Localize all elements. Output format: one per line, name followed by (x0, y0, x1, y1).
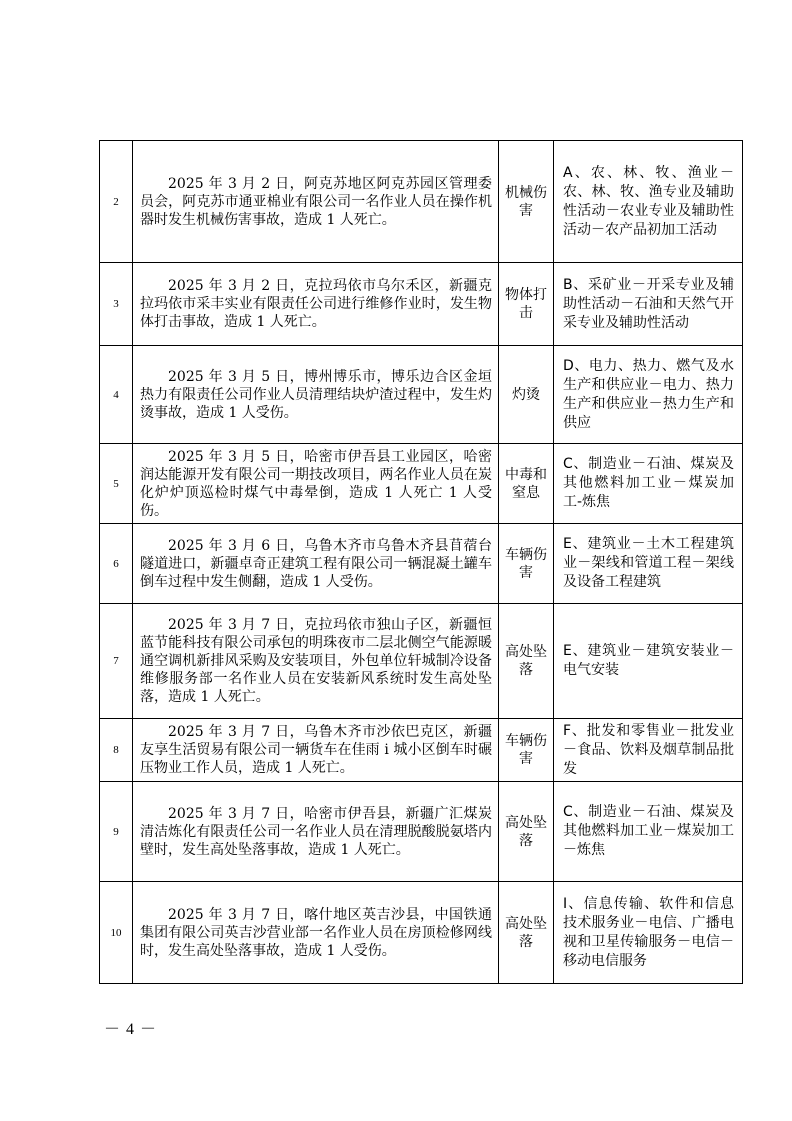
table-row (100, 604, 743, 719)
table-row (100, 719, 743, 782)
accident-description: 2025 年 3 月 5 日，博州博乐市，博乐边合区金垣热力有限责任公司作业人员清理结块炉渣过程中，发生灼烫事故，造成 1 人受伤。 (133, 346, 499, 444)
accident-type: 中毒和窒息 (499, 444, 554, 524)
accident-description: 2025 年 3 月 7 日，乌鲁木齐市沙依巴克区，新疆友享生活贸易有限公司一辆货车在佳雨 i 城小区倒车时碾压物业工作人员，造成 1 人死亡。 (133, 719, 499, 782)
accident-description: 2025 年 3 月 7 日，哈密市伊吾县，新疆广汇煤炭清洁炼化有限责任公司一名作业人员在清理脱酸脱氨塔内壁时，发生高处坠落事故，造成 1 人死亡。 (133, 782, 499, 882)
table-row (100, 263, 743, 346)
row-number: 8 (100, 719, 133, 782)
row-number: 10 (100, 882, 133, 984)
industry-category: F、批发和零售业－批发业－食品、饮料及烟草制品批发 (554, 719, 743, 782)
accident-type: 高处坠落 (499, 882, 554, 984)
accident-description: 2025 年 3 月 5 日，哈密市伊吾县工业园区，哈密润达能源开发有限公司一期技改项目，两名作业人员在炭化炉炉顶巡检时煤气中毒晕倒，造成 1 人死亡 1 人受伤。 (133, 444, 499, 524)
accident-type: 灼烫 (499, 346, 554, 444)
accident-description: 2025 年 3 月 2 日，克拉玛依市乌尔禾区，新疆克拉玛依市采丰实业有限责任公司进行维修作业时，发生物体打击事故，造成 1 人死亡。 (133, 263, 499, 346)
industry-category: I、信息传输、软件和信息技术服务业－电信、广播电视和卫星传输服务－电信－移动电信服务 (554, 882, 743, 984)
row-number: 3 (100, 263, 133, 346)
accident-type: 车辆伤害 (499, 719, 554, 782)
accident-type: 车辆伤害 (499, 524, 554, 604)
row-number: 4 (100, 346, 133, 444)
table-row (100, 524, 743, 604)
industry-category: D、电力、热力、燃气及水生产和供应业－电力、热力生产和供应业－热力生产和供应 (554, 346, 743, 444)
industry-category: A、农、林、牧、渔业－农、林、牧、渔专业及辅助性活动－农业专业及辅助性活动－农产品初加工活动 (554, 141, 743, 263)
row-number: 9 (100, 782, 133, 882)
table-row (100, 782, 743, 882)
industry-category: E、建筑业－土木工程建筑业－架线和管道工程－架线及设备工程建筑 (554, 524, 743, 604)
accident-description: 2025 年 3 月 2 日，阿克苏地区阿克苏园区管理委员会，阿克苏市通亚棉业有限公司一名作业人员在操作机器时发生机械伤害事故，造成 1 人死亡。 (133, 141, 499, 263)
accident-description: 2025 年 3 月 7 日，克拉玛依市独山子区，新疆恒蓝节能科技有限公司承包的明珠夜市二层北侧空气能源暖通空调机新排风采购及安装项目，外包单位轩城制冷设备维修服务部一名作业人员在安装新风系统时发生高处坠落，造成 1 人死亡。 (133, 604, 499, 719)
industry-category: C、制造业－石油、煤炭及其他燃料加工业－煤炭加工－炼焦 (554, 782, 743, 882)
accident-description: 2025 年 3 月 6 日，乌鲁木齐市乌鲁木齐县苜蓿台隧道进口，新疆卓奇正建筑工程有限公司一辆混凝土罐车倒车过程中发生侧翻，造成 1 人受伤。 (133, 524, 499, 604)
table-row (100, 141, 743, 263)
row-number: 2 (100, 141, 133, 263)
row-number: 7 (100, 604, 133, 719)
row-number: 6 (100, 524, 133, 604)
table-row (100, 346, 743, 444)
industry-category: B、采矿业－开采专业及辅助性活动－石油和天然气开采专业及辅助性活动 (554, 263, 743, 346)
industry-category: C、制造业－石油、煤炭及其他燃料加工业－煤炭加工-炼焦 (554, 444, 743, 524)
accident-description: 2025 年 3 月 7 日，喀什地区英吉沙县，中国铁通集团有限公司英吉沙营业部一名作业人员在房顶检修网线时，发生高处坠落事故，造成 1 人受伤。 (133, 882, 499, 984)
accident-type: 高处坠落 (499, 782, 554, 882)
row-number: 5 (100, 444, 133, 524)
industry-category: E、建筑业－建筑安装业－电气安装 (554, 604, 743, 719)
accident-table (99, 140, 743, 984)
accident-type: 机械伤害 (499, 141, 554, 263)
page-number: － 4 － (104, 1021, 158, 1038)
accident-type: 物体打击 (499, 263, 554, 346)
table-row (100, 882, 743, 984)
table-row (100, 444, 743, 524)
accident-type: 高处坠落 (499, 604, 554, 719)
